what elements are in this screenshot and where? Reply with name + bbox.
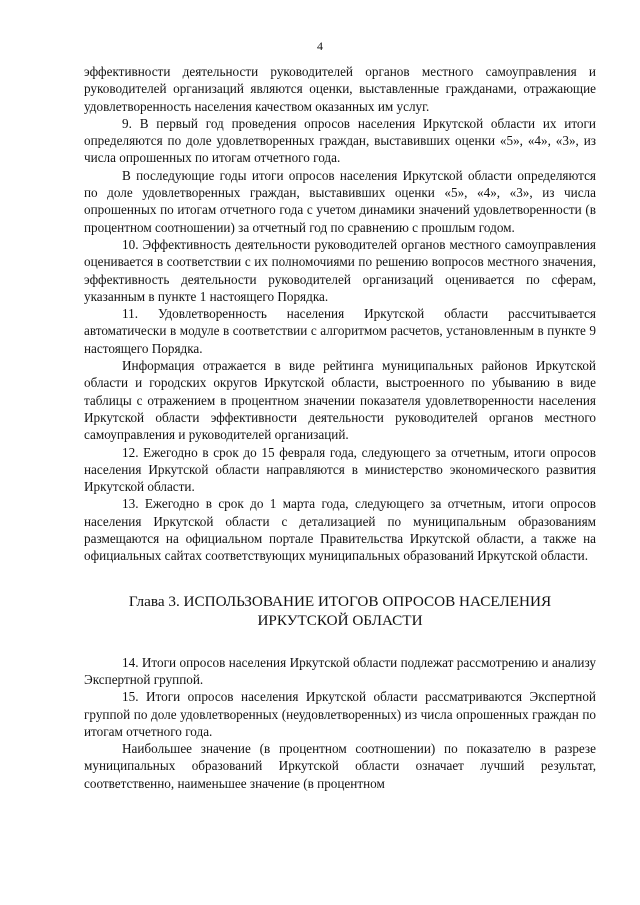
page-number: 4 bbox=[317, 39, 323, 53]
paragraph: 14. Итоги опросов населения Иркутской области подлежат рассмотрению и анализу Экспертной группой. bbox=[84, 654, 596, 687]
paragraph: 9. В первый год проведения опросов населения Иркутской области их итоги определяются по доле удовлетворенных граждан, выставивших оценки «5», «4», «3», из числа опрошенных по итогам отчетного года. bbox=[84, 115, 596, 166]
document-body bbox=[84, 63, 596, 792]
paragraph: 15. Итоги опросов населения Иркутской области рассматриваются Экспертной группой по доле удовлетворенных (неудовлетворенных) из числа опрошенных граждан по итогам отчетного года. bbox=[84, 689, 596, 739]
section-before-heading bbox=[84, 63, 596, 565]
paragraph: 12. Ежегодно в срок до 15 февраля года, следующего за отчетным, итоги опросов населения Иркутской области направляются в министерство экономического развития Иркутской области. bbox=[84, 444, 596, 495]
paragraph: В последующие годы итоги опросов населения Иркутской области определяются по доле удовлетворенных граждан, выставивших оценки «5», «4», «3», из числа опрошенных по итогам отчетного года с учетом динамики значений удовлетворенности (в процентном соотношении) за отчетный год по сравнению с прошлым годом. bbox=[84, 167, 596, 235]
section-after-heading bbox=[84, 654, 596, 792]
paragraph: эффективности деятельности руководителей органов местного самоуправления и руководителей организаций являются оценки, выставленные гражданами, отражающие удовлетворенность населения качеством оказанных им услуг. bbox=[84, 64, 596, 114]
chapter-heading-line-1: Глава 3. ИСПОЛЬЗОВАНИЕ ИТОГОВ ОПРОСОВ НАСЕЛЕНИЯ bbox=[128, 592, 552, 610]
paragraph: Наибольшее значение (в процентном соотношении) по показателю в разрезе муниципальных образований Иркутской области означает лучший результат, соответственно, наименьшее значение (в процентном bbox=[84, 741, 596, 791]
paragraph: 10. Эффективность деятельности руководителей органов местного самоуправления оценивается в соответствии с их полномочиями по решению вопросов местного значения, эффективность деятельности руководителей организаций оценивается по сферам, указанным в пункте 1 настоящего Порядка. bbox=[84, 236, 596, 304]
paragraph: 13. Ежегодно в срок до 1 марта года, следующего за отчетным, итоги опросов населения Иркутской области с детализацией по муниципальным образованиям размещаются на официальном портале Правительства Иркутской области, а также на официальных сайтах соответствующих муниципальных образований Иркутской области. bbox=[84, 496, 596, 564]
paragraph: 11. Удовлетворенность населения Иркутской области рассчитывается автоматически в модуле в соответствии с алгоритмом расчетов, установленным в пункте 9 настоящего Порядка. bbox=[84, 306, 596, 356]
chapter-heading bbox=[84, 592, 596, 630]
chapter-heading-line-2: ИРКУТСКОЙ ОБЛАСТИ bbox=[257, 611, 423, 629]
paragraph: Информация отражается в виде рейтинга муниципальных районов Иркутской области и городских округов Иркутской области, выстроенного по убыванию в виде таблицы с отражением в процентном значении показателя удовлетворенности населения Иркутской области эффективности деятельности руководителей органов местного самоуправления и руководителей организаций. bbox=[84, 358, 596, 443]
